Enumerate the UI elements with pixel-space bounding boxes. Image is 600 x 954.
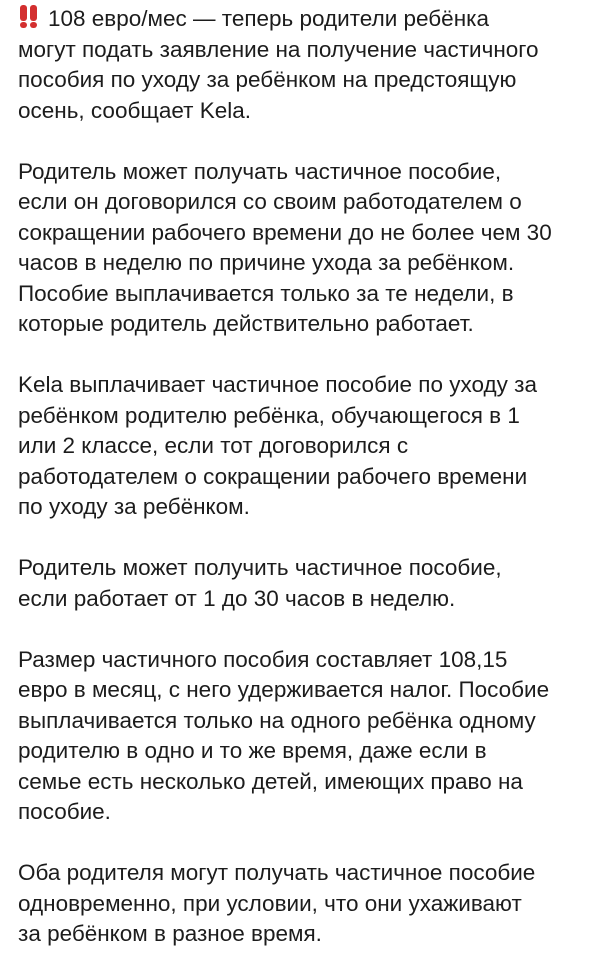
- paragraph-6: [18, 858, 590, 950]
- text-line: пособия по уходу за ребёнком на предстоящую: [18, 67, 517, 92]
- text-line: которые родитель действительно работает.: [18, 311, 474, 336]
- text-line: ребёнком родителю ребёнка, обучающегося в 1: [18, 402, 520, 428]
- post-body: [18, 4, 590, 950]
- text-line: осень, сообщает Kela.: [18, 97, 251, 123]
- text-line: выплачивается только на одного ребёнка одному: [18, 707, 536, 733]
- text-line: за ребёнком в разное время.: [18, 921, 322, 946]
- text-line: работодателем о сокращении рабочего времени: [18, 463, 528, 489]
- text-line: Kela выплачивает частичное пособие по уходу за: [18, 372, 537, 397]
- text-line: Оба родителя могут получать частичное пособие: [18, 860, 536, 885]
- text-line: Родитель может получать частичное пособие,: [18, 158, 502, 184]
- text-line: или 2 классе, если тот договорился с: [18, 433, 409, 458]
- paragraph-3: [18, 370, 590, 523]
- text-line: Родитель может получить частичное пособие,: [18, 555, 502, 580]
- text-line: могут подать заявление на получение частичного: [18, 36, 539, 62]
- text-line: родителю в одно и то же время, даже если в: [18, 738, 487, 763]
- paragraph-2: [18, 157, 590, 340]
- text-line: Пособие выплачивается только за те недели, в: [18, 280, 514, 306]
- paragraph-1: [18, 4, 590, 126]
- text-line: по уходу за ребёнком.: [18, 494, 250, 519]
- text-line: семье есть несколько детей, имеющих право на: [18, 768, 523, 794]
- text-line: одновременно, при условии, что они ухаживают: [18, 890, 522, 916]
- text-line: сокращении рабочего времени до не более чем 30: [18, 219, 552, 245]
- paragraph-5: [18, 645, 590, 828]
- double-exclamation-icon: [18, 5, 40, 29]
- text-line: если он договорился со своим работодателем о: [18, 189, 522, 214]
- text-line: если работает от 1 до 30 часов в неделю.: [18, 585, 456, 611]
- text-line: часов в неделю по причине ухода за ребёнком.: [18, 250, 515, 275]
- text-line: Размер частичного пособия составляет 108,15: [18, 646, 508, 672]
- text-line: пособие.: [18, 799, 111, 824]
- paragraph-4: [18, 553, 590, 614]
- text-line: 108 евро/мес — теперь родители ребёнка: [18, 4, 590, 35]
- text-line: евро в месяц, с него удерживается налог. Пособие: [18, 677, 550, 702]
